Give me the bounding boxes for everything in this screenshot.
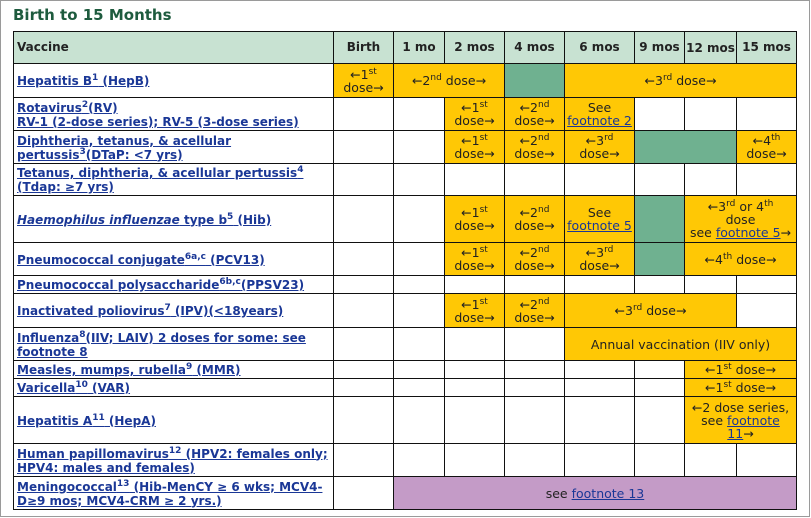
empty-cell — [334, 379, 394, 397]
vaccine-cell — [14, 98, 334, 131]
empty-cell — [565, 276, 635, 294]
vaccine-link-ppsv[interactable]: Pneumococcal polysaccharide$^{6b,c}$(PPSV23) — [17, 277, 305, 292]
table-row — [14, 328, 797, 361]
vaccine-link-mmr[interactable]: Measles, mumps, rubella$^9$ (MMR) — [17, 362, 241, 377]
vaccine-link-tdap[interactable]: Tetanus, diphtheria, & acellular pertussis$^4$ (Tdap: ≥7 yrs) — [17, 165, 304, 194]
vaccine-link-dtap[interactable]: Diphtheria, tetanus, & acellular pertussis$^3$(DTaP: <7 yrs) — [17, 133, 232, 162]
empty-cell — [635, 379, 685, 397]
empty-cell — [334, 243, 394, 276]
table-row — [14, 164, 797, 196]
empty-cell — [394, 328, 445, 361]
empty-cell — [334, 164, 394, 196]
catchup-cell — [635, 243, 685, 276]
empty-cell — [685, 98, 737, 131]
empty-cell — [394, 131, 445, 164]
empty-cell — [334, 328, 394, 361]
header-row — [14, 32, 797, 64]
empty-cell — [445, 276, 505, 294]
dose-cell: ←4th dose→ — [737, 131, 797, 164]
dose-cell: Annual vaccination (IIV only) — [565, 328, 797, 361]
empty-cell — [505, 444, 565, 477]
empty-cell — [334, 294, 394, 328]
dose-cell: ←1st dose→ — [685, 379, 797, 397]
empty-cell — [394, 164, 445, 196]
dose-cell: ←4th dose→ — [685, 243, 797, 276]
vaccine-link-hpv[interactable]: Human papillomavirus$^{12}$ (HPV2: females only; HPV4: males and females) — [17, 445, 328, 475]
dose-cell: See footnote 5 — [565, 196, 635, 243]
dose-cell: ←2nd dose→ — [505, 98, 565, 131]
vaccine-link-hepb[interactable]: Hepatitis B$^1$ (HepB) — [17, 73, 150, 88]
dose-cell: ←2nd dose→ — [505, 196, 565, 243]
dose-cell: ←2 dose series, see footnote 11→ — [685, 397, 797, 444]
empty-cell — [445, 444, 505, 477]
vaccine-link-mening[interactable]: Meningococcal$^{13}$ (Hib-MenCY ≥ 6 wks; MCV4- D≥9 mos; MCV4-CRM ≥ 2 yrs.) — [17, 478, 323, 508]
table-row — [14, 276, 797, 294]
empty-cell — [394, 276, 445, 294]
dose-cell: ←2nd dose→ — [505, 243, 565, 276]
empty-cell — [394, 361, 445, 379]
catchup-cell — [635, 196, 685, 243]
empty-cell — [505, 397, 565, 444]
dose-cell: ←3rd dose→ — [565, 294, 737, 328]
vaccine-cell — [14, 361, 334, 379]
empty-cell — [737, 98, 797, 131]
empty-cell — [505, 328, 565, 361]
vaccine-link-pcv[interactable]: Pneumococcal conjugate$^{6a,c}$ (PCV13) — [17, 251, 265, 267]
empty-cell — [737, 276, 797, 294]
vaccine-cell — [14, 328, 334, 361]
empty-cell — [737, 294, 797, 328]
empty-cell — [505, 276, 565, 294]
vaccine-cell — [14, 397, 334, 444]
table-row — [14, 397, 797, 444]
empty-cell — [635, 276, 685, 294]
header-age: 2 mos — [445, 32, 505, 64]
dose-cell: ←2nd dose→ — [394, 64, 505, 98]
footnote-5-link[interactable]: footnote 5 — [567, 218, 632, 233]
vaccine-cell — [14, 294, 334, 328]
vaccine-cell — [14, 477, 334, 510]
vaccine-link-flu[interactable]: Influenza$^8$(IIV; LAIV) 2 doses for some: see footnote 8 — [17, 329, 306, 359]
empty-cell — [394, 243, 445, 276]
empty-cell — [685, 276, 737, 294]
footnote-2-link[interactable]: footnote 2 — [567, 113, 632, 128]
dose-cell: ←1st dose→ — [445, 196, 505, 243]
empty-cell — [394, 379, 445, 397]
empty-cell — [394, 444, 445, 477]
empty-cell — [565, 397, 635, 444]
dose-cell: ←3rd dose→ — [565, 64, 797, 98]
empty-cell — [334, 397, 394, 444]
header-age: Birth — [334, 32, 394, 64]
footnote-11-link[interactable]: footnote — [727, 412, 780, 428]
empty-cell — [737, 164, 797, 196]
footnote-5-link[interactable]: footnote 5 — [715, 224, 781, 240]
empty-cell — [334, 276, 394, 294]
empty-cell — [445, 164, 505, 196]
empty-cell — [394, 294, 445, 328]
dose-cell: See footnote 2 — [565, 98, 635, 131]
empty-cell — [685, 444, 737, 477]
empty-cell — [334, 196, 394, 243]
table-row — [14, 98, 797, 131]
empty-cell — [505, 379, 565, 397]
table-row — [14, 131, 797, 164]
table-row — [14, 477, 797, 510]
empty-cell — [635, 164, 685, 196]
table-row — [14, 243, 797, 276]
empty-cell — [565, 444, 635, 477]
page-title: Birth to 15 Months — [13, 6, 172, 24]
table-row — [14, 294, 797, 328]
empty-cell — [334, 98, 394, 131]
high-risk-cell: see footnote 13 — [394, 477, 797, 510]
dose-cell: ←3rd dose→ — [565, 131, 635, 164]
vaccine-link-var[interactable]: Varicella$^{10}$ (VAR) — [17, 380, 131, 395]
empty-cell — [737, 444, 797, 477]
empty-cell — [565, 379, 635, 397]
empty-cell — [635, 444, 685, 477]
footnote-11-link[interactable]: 11 — [727, 425, 744, 441]
vaccine-link-rv[interactable]: Rotavirus$^2$(RV) RV-1 (2-dose series); RV-5 (3-dose series) — [17, 99, 299, 129]
empty-cell — [445, 328, 505, 361]
empty-cell — [565, 164, 635, 196]
header-age: 4 mos — [505, 32, 565, 64]
empty-cell — [685, 164, 737, 196]
table-row — [14, 361, 797, 379]
empty-cell — [635, 361, 685, 379]
empty-cell — [445, 397, 505, 444]
table-row — [14, 444, 797, 477]
vaccine-cell — [14, 243, 334, 276]
table-row — [14, 64, 797, 98]
vaccine-cell — [14, 276, 334, 294]
table-row — [14, 379, 797, 397]
dose-cell: ←3rd or 4th dose see footnote 5→ — [685, 196, 797, 243]
dose-cell: ←1st dose→ — [445, 243, 505, 276]
vaccine-cell — [14, 164, 334, 196]
dose-cell: ←2nd dose→ — [505, 131, 565, 164]
catchup-cell — [635, 131, 737, 164]
dose-cell: ←1st dose→ — [334, 64, 394, 98]
empty-cell — [394, 397, 445, 444]
vaccine-cell — [14, 64, 334, 98]
vaccine-link-hepa[interactable]: Hepatitis A$^{11}$ (HepA) — [17, 412, 156, 428]
catchup-cell — [505, 64, 565, 98]
empty-cell — [394, 196, 445, 243]
immunization-schedule-table — [13, 31, 797, 510]
empty-cell — [505, 361, 565, 379]
empty-cell — [334, 444, 394, 477]
dose-cell: ←2nd dose→ — [505, 294, 565, 328]
dose-cell: ←1st dose→ — [445, 98, 505, 131]
dose-cell: ←3rd dose→ — [565, 243, 635, 276]
vaccine-link-hib[interactable]: Haemophilus influenzae type b$^5$ (Hib) — [17, 211, 272, 227]
empty-cell — [635, 397, 685, 444]
empty-cell — [445, 361, 505, 379]
header-age: 1 mo — [394, 32, 445, 64]
dose-cell: ←1st dose→ — [445, 131, 505, 164]
empty-cell — [334, 477, 394, 510]
table-row — [14, 196, 797, 243]
empty-cell — [505, 164, 565, 196]
header-age: 12 mos — [685, 32, 737, 64]
dose-cell: ←1st dose→ — [445, 294, 505, 328]
header-age: 6 mos — [565, 32, 635, 64]
vaccine-cell — [14, 379, 334, 397]
empty-cell — [445, 379, 505, 397]
header-age: 15 mos — [737, 32, 797, 64]
vaccine-cell — [14, 444, 334, 477]
vaccine-cell — [14, 131, 334, 164]
empty-cell — [394, 98, 445, 131]
header-age: 9 mos — [635, 32, 685, 64]
vaccine-link-ipv[interactable]: Inactivated poliovirus$^7$ (IPV)(<18years) — [17, 303, 284, 318]
dose-cell: ←1st dose→ — [685, 361, 797, 379]
empty-cell — [635, 98, 685, 131]
header-vaccine: Vaccine — [14, 32, 334, 64]
empty-cell — [334, 361, 394, 379]
vaccine-cell — [14, 196, 334, 243]
empty-cell — [334, 131, 394, 164]
footnote-13-link[interactable]: footnote 13 — [571, 485, 645, 501]
empty-cell — [565, 361, 635, 379]
